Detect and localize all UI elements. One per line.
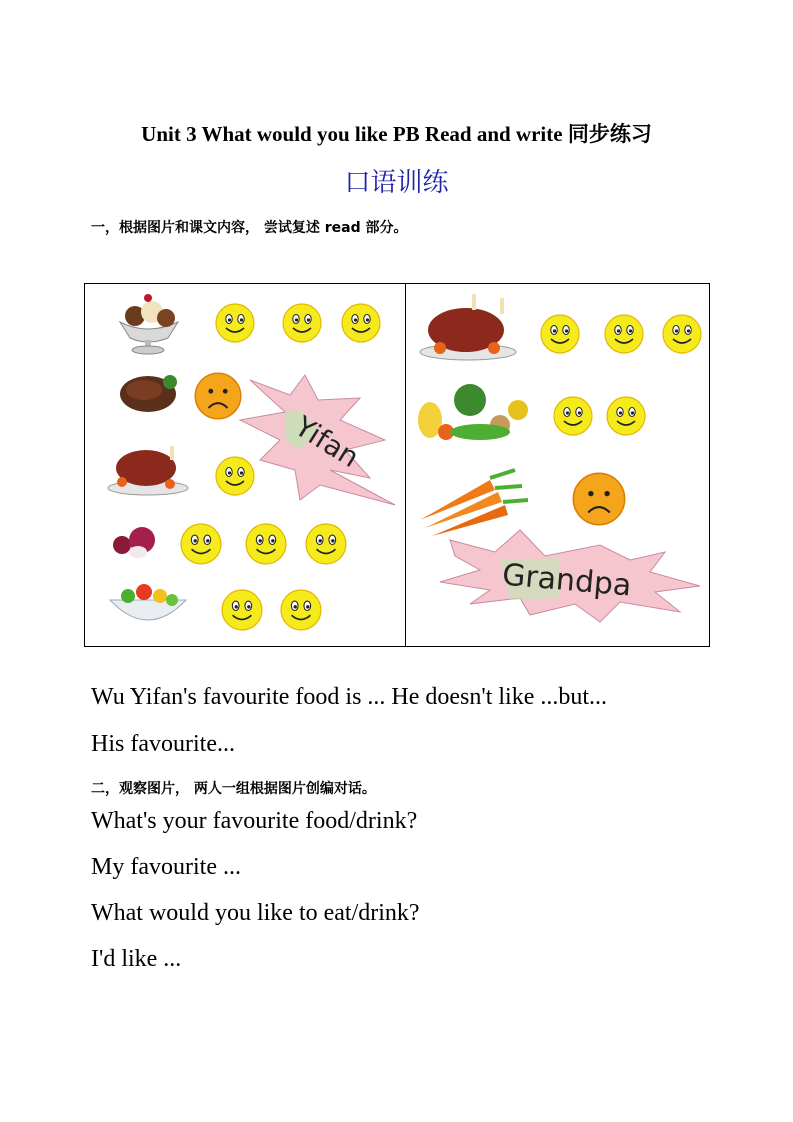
chicken-icon xyxy=(420,294,516,360)
yifan-banner-text: Yifan xyxy=(289,409,365,475)
chicken-icon xyxy=(108,446,188,495)
onions-icon xyxy=(113,527,155,558)
smiley-face-icon xyxy=(541,315,579,353)
sad-face-icon xyxy=(195,373,241,419)
smiley-face-icon xyxy=(605,315,643,353)
page-title: Unit 3 What would you like PB Read and write 同步练习 xyxy=(141,122,652,146)
smiley-face-icon xyxy=(246,524,286,564)
grandpa-banner-text: Grandpa xyxy=(500,557,633,604)
dialogue-line-4: I'd like ... xyxy=(91,946,182,972)
smiley-face-icon xyxy=(216,457,254,495)
dialogue-line-1: What's your favourite food/drink? xyxy=(91,808,418,834)
page-subtitle: 口语训练 xyxy=(344,168,449,198)
yifan-banner xyxy=(240,375,395,505)
grandpa-banner xyxy=(440,530,700,622)
salad-icon xyxy=(110,584,186,620)
smiley-face-icon xyxy=(306,524,346,564)
smiley-face-icon xyxy=(281,590,321,630)
ice-cream-icon xyxy=(120,294,178,354)
section2-instruction: 二，观察图片， 两人一组根据图片创编对话。 xyxy=(91,781,376,797)
smiley-face-icon xyxy=(216,304,254,342)
smiley-face-icon xyxy=(663,315,701,353)
smiley-face-icon xyxy=(607,397,645,435)
carrots-icon xyxy=(420,470,528,536)
smiley-face-icon xyxy=(342,304,380,342)
smiley-face-icon xyxy=(283,304,321,342)
vegetables-icon xyxy=(418,384,528,440)
beef-icon xyxy=(120,375,177,412)
sad-face-icon xyxy=(573,473,624,524)
dialogue-line-3: What would you like to eat/drink? xyxy=(91,900,420,926)
body-line-1: Wu Yifan's favourite food is ... He doesn't like ...but... xyxy=(91,684,608,710)
section1-instruction: 一，根据图片和课文内容， 尝试复述 read 部分。 xyxy=(91,220,408,236)
body-line-2: His favourite... xyxy=(91,731,235,757)
smiley-face-icon xyxy=(554,397,592,435)
smiley-face-icon xyxy=(222,590,262,630)
smiley-face-icon xyxy=(181,524,221,564)
dialogue-line-2: My favourite ... xyxy=(91,854,241,880)
